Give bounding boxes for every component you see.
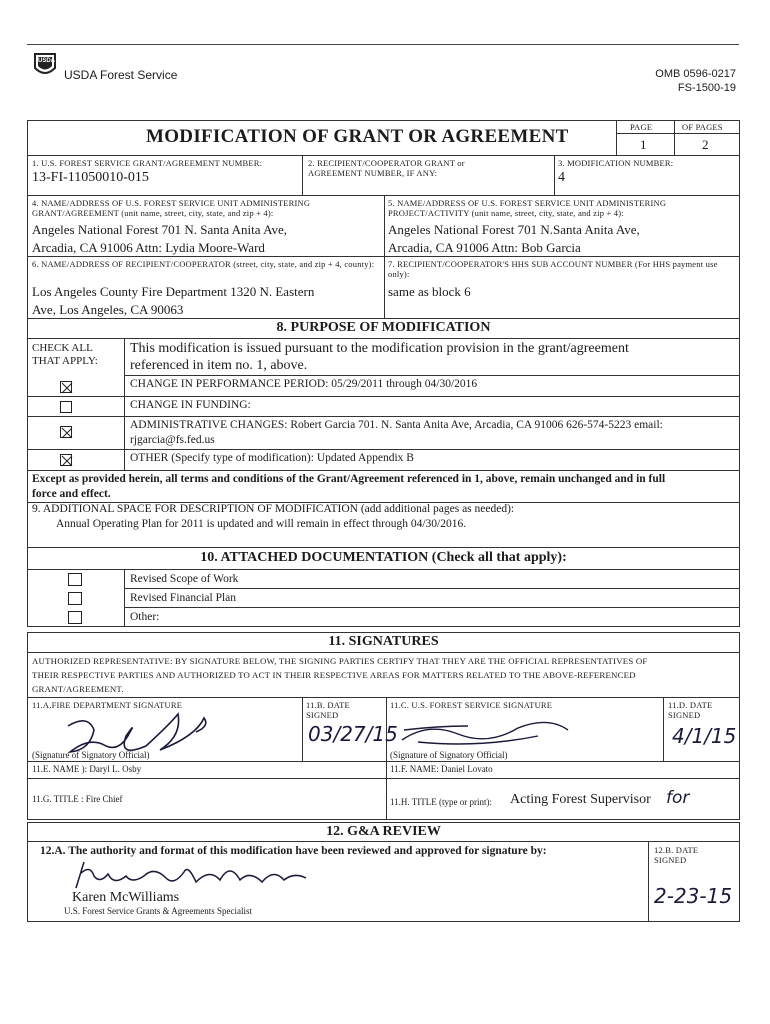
block6-label: 6. NAME/ADDRESS OF RECIPIENT/COOPERATOR (street, city, state, and zip + 4, county):	[32, 259, 375, 269]
block1-label: 1. U.S. FOREST SERVICE GRANT/AGREEMENT NUMBER:	[32, 158, 263, 168]
attach-scope-of-work: Revised Scope of Work	[130, 573, 239, 585]
block7-value[interactable]: same as block 6	[388, 284, 471, 299]
block4-line1[interactable]: Angeles National Forest 701 N. Santa Anita Ave,	[32, 222, 288, 237]
review-b-label: 12.B. DATE SIGNED	[654, 845, 699, 865]
total-pages: 2	[702, 137, 709, 152]
forest-service-signature[interactable]	[398, 712, 578, 752]
checkbox-scope-of-work[interactable]	[68, 573, 82, 586]
checkbox-performance-period[interactable]	[60, 381, 72, 393]
logo-text: USDA	[38, 58, 56, 64]
block5-label: 5. NAME/ADDRESS OF U.S. FOREST SERVICE UNIT ADMINISTERING PROJECT/ACTIVITY (unit name, street, city, state, and zip + 4):	[388, 198, 667, 218]
block6-line1[interactable]: Los Angeles County Fire Department 1320 N. Eastern	[32, 284, 315, 299]
checkbox-funding[interactable]	[60, 401, 72, 413]
sig-e-name[interactable]: 11.E. NAME ): Daryl L. Osby	[32, 764, 142, 774]
sig-d-date[interactable]	[672, 724, 736, 748]
attach-financial-plan: Revised Financial Plan	[130, 592, 237, 604]
item-performance-period: CHANGE IN PERFORMANCE PERIOD: 05/29/2011 through 04/30/2016	[130, 378, 478, 390]
sig-b-date-text: 03/27/15	[308, 722, 398, 746]
checkbox-financial-plan[interactable]	[68, 592, 82, 605]
sig-h-note: for	[666, 788, 690, 808]
block6-line2[interactable]: Ave, Los Angeles, CA 90063	[32, 302, 184, 317]
form-number: FS-1500-19	[677, 82, 736, 94]
purpose-intro-2: referenced in item no. 1, above.	[130, 358, 308, 373]
attach-other: Other:	[130, 611, 160, 623]
item-administrative: ADMINISTRATIVE CHANGES: Robert Garcia 701. N. Santa Anita Ave, Arcadia, CA 91006 626-574-5223 email:	[130, 419, 663, 431]
sig-h-title[interactable]: Acting Forest Supervisor	[510, 792, 651, 807]
block2-label: 2. RECIPIENT/COOPERATOR GRANT or AGREEMENT NUMBER, IF ANY:	[308, 158, 465, 178]
form-title: MODIFICATION OF GRANT OR AGREEMENT	[146, 126, 569, 147]
review-heading: 12. G&A REVIEW	[326, 824, 441, 839]
signatures-heading: 11. SIGNATURES	[328, 634, 439, 649]
sig-b-label: 11.B. DATE SIGNED	[306, 700, 350, 720]
checkbox-other-attachment[interactable]	[68, 611, 82, 624]
item-other: OTHER (Specify type of modification): Updated Appendix B	[130, 452, 414, 464]
reviewer-name: Karen McWilliams	[72, 890, 180, 905]
auth-statement-2: THEIR RESPECTIVE PARTIES AND AUTHORIZED TO ACT IN THEIR RESPECTIVE AREAS FOR MATTERS RELATED TO THE ABOVE-REFERENCED	[32, 670, 636, 680]
review-b-date[interactable]	[654, 884, 732, 908]
sig-b-date[interactable]	[308, 722, 398, 746]
sig-caption-left: (Signature of Signatory Official)	[32, 750, 150, 760]
sig-h-label: 11.H. TITLE (type or print):	[390, 797, 492, 807]
usda-logo	[33, 52, 57, 78]
checkbox-other[interactable]	[60, 454, 72, 466]
block9-value[interactable]: Annual Operating Plan for 2011 is updated and will remain in effect through 04/30/2016.	[56, 518, 467, 530]
of-pages-label: OF PAGES	[682, 122, 723, 132]
omb-number: OMB 0596-0217	[655, 68, 736, 80]
except-clause-2: force and effect.	[32, 488, 111, 500]
block7-label: 7. RECIPIENT/COOPERATOR'S HHS SUB ACCOUNT NUMBER (For HHS payment use only):	[388, 259, 718, 279]
reviewer-signature[interactable]	[70, 858, 320, 894]
review-a-label: 12.A. The authority and format of this modification have been reviewed and approved for signature by:	[40, 845, 547, 857]
block4-line2[interactable]: Arcadia, CA 91006 Attn: Lydia Moore-Ward	[32, 240, 265, 255]
agency-name: USDA Forest Service	[64, 68, 178, 82]
grant-number[interactable]: 13-FI-11050010-015	[32, 170, 149, 185]
except-clause-1: Except as provided herein, all terms and conditions of the Grant/Agreement referenced in 1, above, remain unchanged and in full	[32, 473, 666, 485]
block4-label: 4. NAME/ADDRESS OF U.S. FOREST SERVICE UNIT ADMINISTERING GRANT/AGREEMENT (unit name, street, city, state, and zip + 4):	[32, 198, 311, 218]
sig-c-label: 11.C. U.S. FOREST SERVICE SIGNATURE	[390, 700, 553, 710]
block5-line2[interactable]: Arcadia, CA 91006 Attn: Bob Garcia	[388, 240, 581, 255]
purpose-heading: 8. PURPOSE OF MODIFICATION	[276, 320, 491, 335]
block9-label: 9. ADDITIONAL SPACE FOR DESCRIPTION OF MODIFICATION (add additional pages as needed):	[32, 503, 515, 515]
checkbox-administrative[interactable]	[60, 426, 72, 438]
sig-d-date-text: 4/1/15	[672, 724, 737, 748]
item-funding: CHANGE IN FUNDING:	[130, 399, 251, 411]
sig-caption-right: (Signature of Signatory Official)	[390, 750, 508, 760]
review-b-date-text: 2-23-15	[654, 884, 733, 908]
auth-statement-3: GRANT/AGREEMENT.	[32, 684, 124, 694]
block5-line1[interactable]: Angeles National Forest 701 N.Santa Anita Ave,	[388, 222, 640, 237]
reviewer-title: U.S. Forest Service Grants & Agreements Specialist	[64, 906, 252, 916]
sig-d-label: 11.D. DATE SIGNED	[668, 700, 713, 720]
attached-heading: 10. ATTACHED DOCUMENTATION (Check all that apply):	[200, 550, 567, 565]
block3-label: 3. MODIFICATION NUMBER:	[558, 158, 674, 168]
auth-statement-1: AUTHORIZED REPRESENTATIVE: BY SIGNATURE BELOW, THE SIGNING PARTIES CERTIFY THAT THEY ARE THE OFFICIAL REPRESENTATIVES OF	[32, 656, 648, 666]
modification-number[interactable]: 4	[558, 170, 565, 185]
sig-g-title[interactable]: 11.G. TITLE : Fire Chief	[32, 794, 123, 804]
page-label: PAGE	[630, 122, 653, 132]
page-number: 1	[640, 137, 647, 152]
purpose-intro-1: This modification is issued pursuant to the modification provision in the grant/agreement	[130, 341, 629, 356]
sig-a-label: 11.A.FIRE DEPARTMENT SIGNATURE	[32, 700, 183, 710]
check-all-label: CHECK ALL THAT APPLY:	[32, 342, 98, 367]
item-administrative-email: rjgarcia@fs.fed.us	[130, 434, 215, 446]
sig-f-name[interactable]: 11.F. NAME: Daniel Lovato	[390, 764, 493, 774]
